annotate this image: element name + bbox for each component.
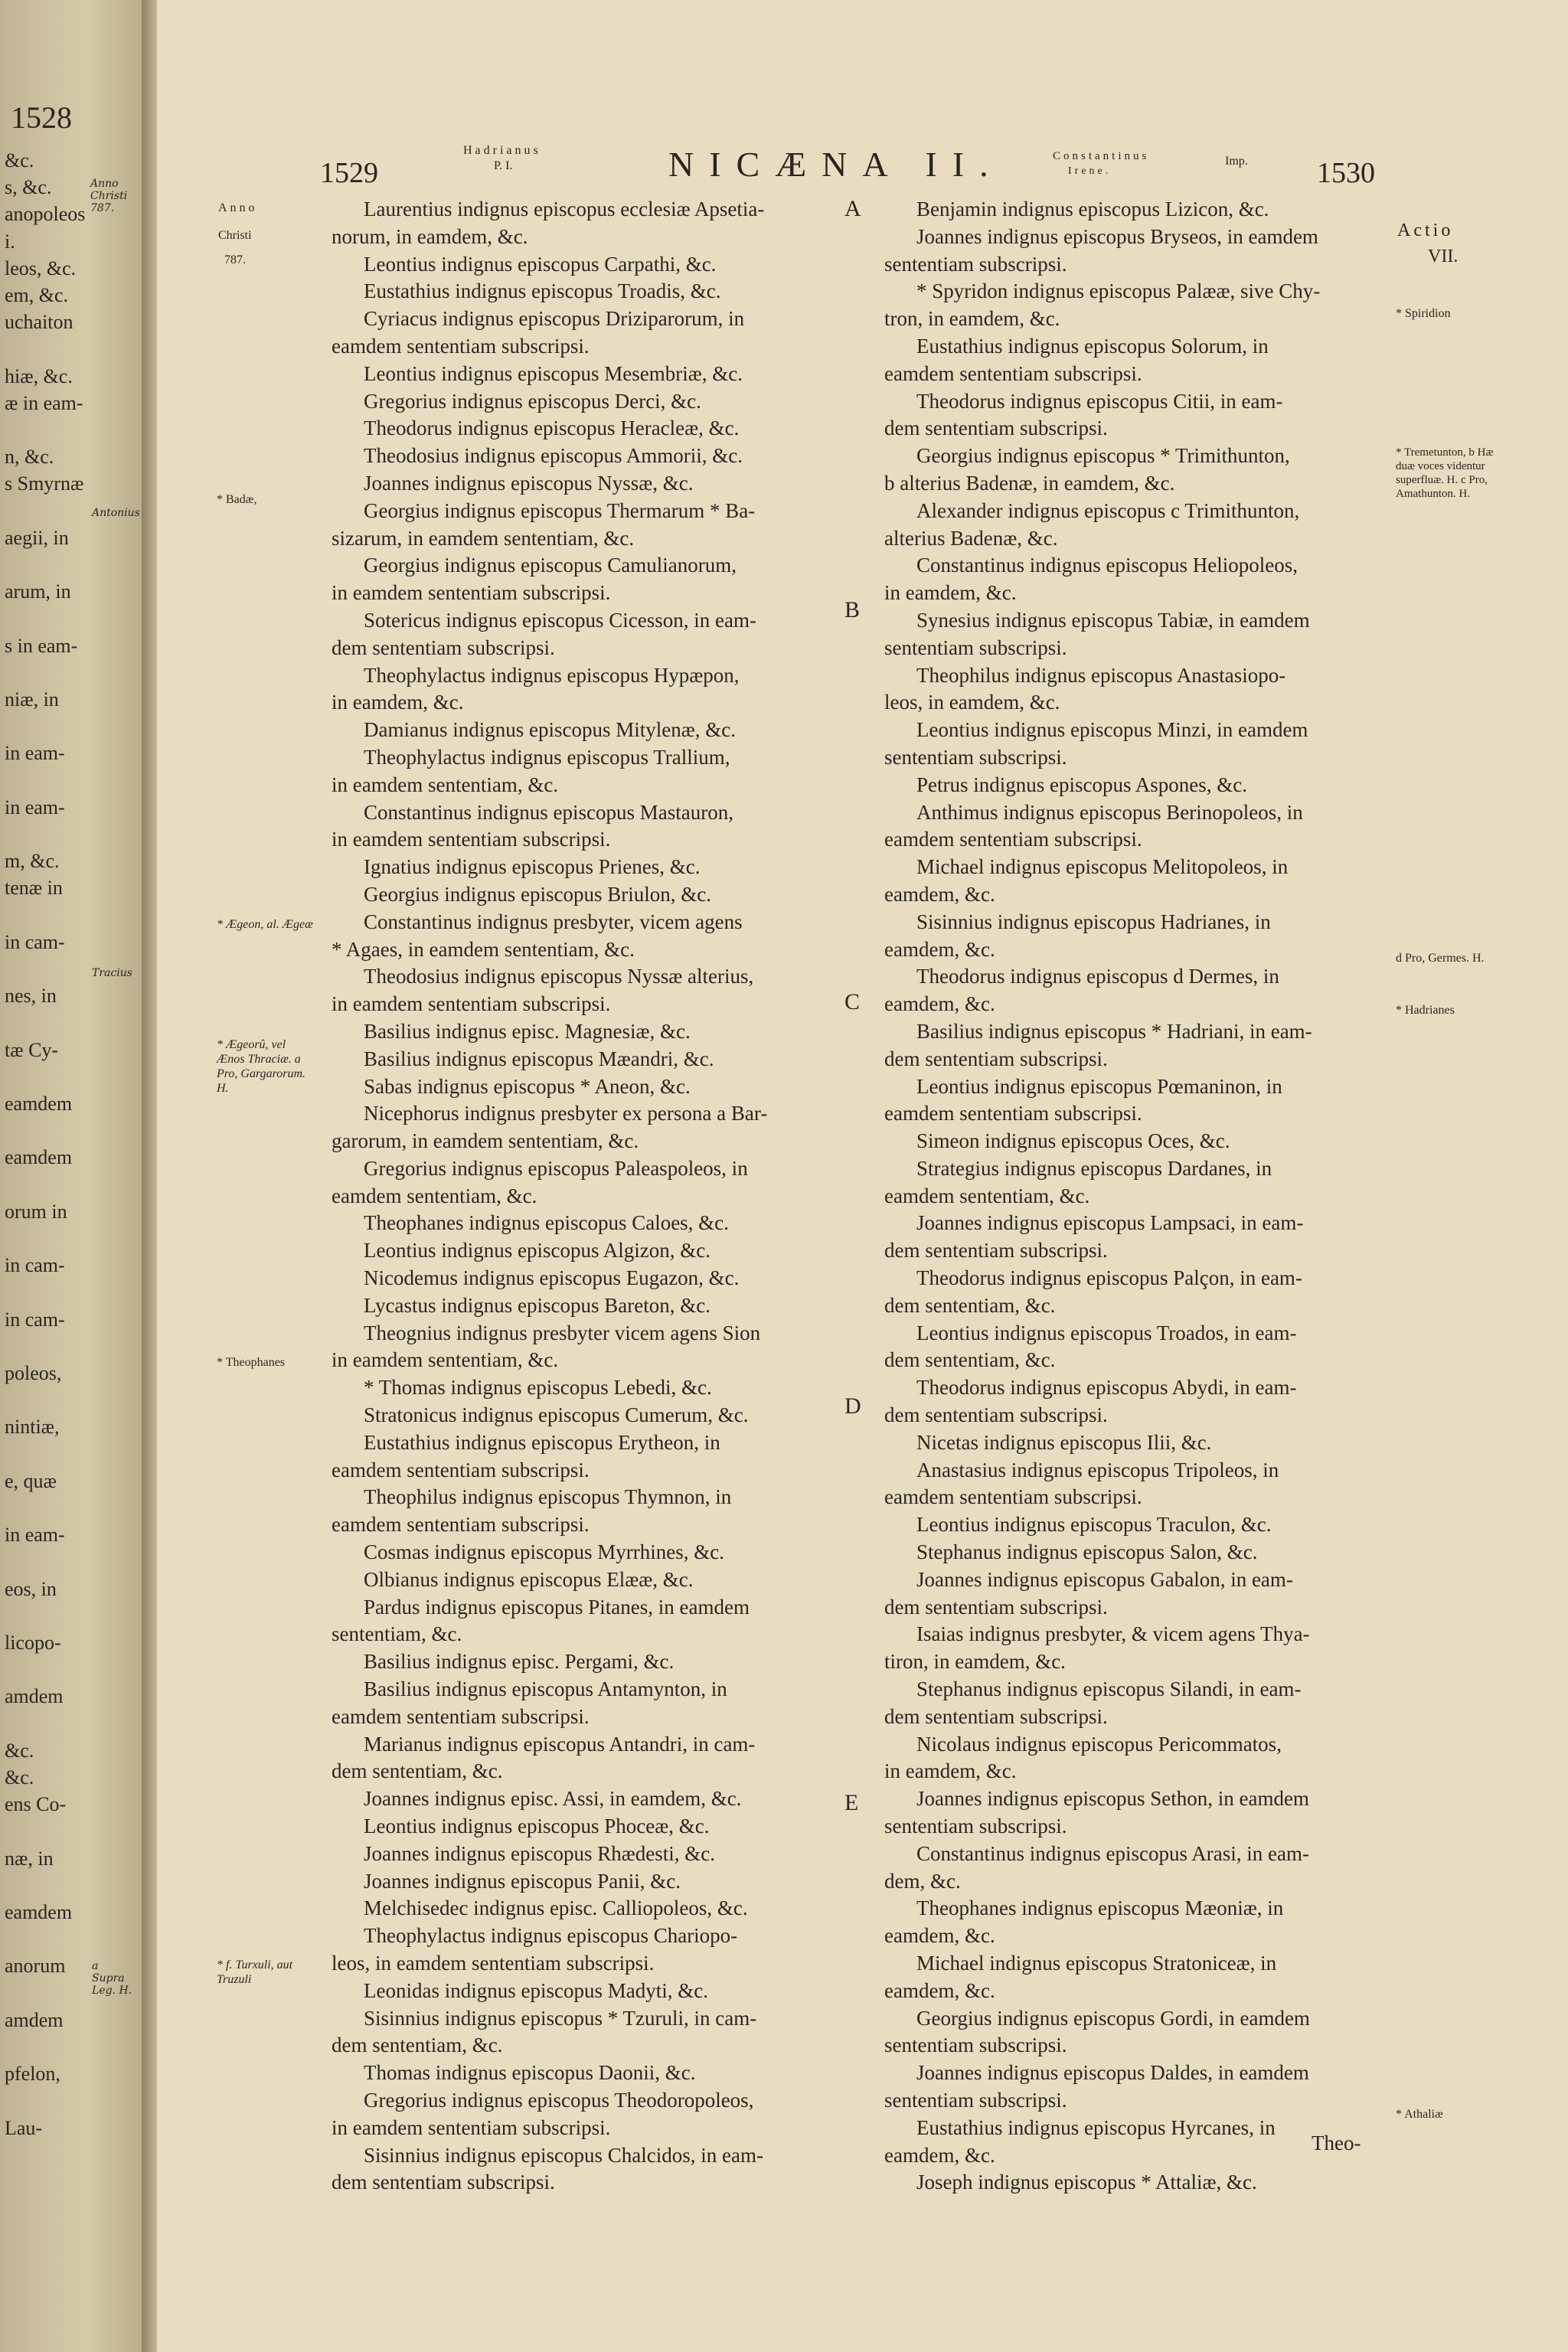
text-line: in eamdem sententiam subscripsi. [332, 828, 611, 851]
text-line: Leontius indignus episcopus Carpathi, &c. [364, 252, 717, 276]
text-line: dem sententiam subscripsi. [884, 1403, 1108, 1427]
text-line: dem sententiam, &c. [332, 1759, 503, 1783]
text-line: in eamdem sententiam, &c. [332, 1348, 559, 1372]
previous-page-line: n, &c. [5, 446, 54, 469]
text-line: leos, in eamdem, &c. [884, 691, 1060, 714]
text-line: Georgius indignus episcopus Camulianorum, [364, 554, 737, 577]
text-line: eamdem sententiam subscripsi. [332, 1704, 590, 1728]
previous-page-line: poleos, [5, 1362, 62, 1384]
text-line: eamdem sententiam subscripsi. [884, 1485, 1142, 1509]
previous-page-line: niæ, in [5, 688, 59, 710]
text-line: Joannes indignus episc. Assi, in eamdem, &c. [364, 1787, 742, 1811]
text-line: Olbianus indignus episcopus Elææ, &c. [364, 1567, 694, 1591]
text-line: Anastasius indignus episcopus Tripoleos, in [916, 1458, 1279, 1481]
previous-page-line: orum in [5, 1200, 67, 1223]
text-line: Constantinus indignus episcopus Heliopoleos, [916, 554, 1298, 577]
text-line: eamdem sententiam subscripsi. [884, 1102, 1142, 1125]
text-line: Simeon indignus episcopus Oces, &c. [916, 1129, 1230, 1153]
text-line: Georgius indignus episcopus Gordi, in eamdem [916, 2006, 1310, 2030]
previous-page-line: amdem [5, 1685, 64, 1708]
text-line: sententiam subscripsi. [884, 635, 1067, 659]
text-line: Theophylactus indignus episcopus Hypæpon, [364, 663, 740, 687]
text-line: b alterius Badenæ, in eamdem, &c. [884, 471, 1175, 495]
text-line: dem, &c. [884, 1869, 961, 1893]
previous-page-line: eamdem [5, 1093, 73, 1115]
text-line: Petrus indignus episcopus Aspones, &c. [916, 773, 1247, 796]
text-line: Theophanes indignus episcopus Mæoniæ, in [916, 1896, 1284, 1920]
text-line: Eustathius indignus episcopus Hyrcanes, in [916, 2115, 1276, 2139]
text-line: in eamdem sententiam subscripsi. [332, 992, 611, 1016]
text-line: eamdem, &c. [884, 992, 995, 1016]
text-line: Constantinus indignus presbyter, vicem agens [364, 910, 743, 933]
previous-page-line: amdem [5, 2008, 64, 2031]
text-line: Constantinus indignus episcopus Mastauron, [364, 800, 733, 824]
imp-label: Imp. [1225, 155, 1248, 168]
text-line: Georgius indignus episcopus Briulon, &c. [364, 882, 711, 906]
previous-page-line: s in eam- [5, 634, 78, 657]
previous-page-line: &c. [5, 1739, 34, 1762]
previous-page-line: pfelon, [5, 2063, 60, 2086]
text-line: Basilius indignus episcopus Mæandri, &c. [364, 1047, 714, 1070]
margin-note-hadrianes: * Hadrianes [1396, 1004, 1455, 1017]
previous-page-line: e, quæ [5, 1469, 57, 1492]
previous-page-line: i. [5, 230, 15, 253]
text-line: Stephanus indignus episcopus Silandi, in eam- [916, 1677, 1302, 1701]
previous-page-line: licopo- [5, 1632, 61, 1654]
previous-page-line: hiæ, &c. [5, 364, 73, 387]
text-line: eamdem sententiam subscripsi. [332, 1513, 590, 1537]
text-line: Joannes indignus episcopus Bryseos, in eamdem [916, 224, 1318, 248]
pope-name: Hadrianus [463, 144, 541, 157]
text-line: Leontius indignus episcopus Algizon, &c. [364, 1239, 710, 1263]
text-line: garorum, in eamdem sententiam, &c. [332, 1129, 639, 1153]
text-line: Theodorus indignus episcopus d Dermes, in [916, 965, 1279, 988]
previous-page-line: in eam- [5, 1524, 65, 1547]
text-line: Theophilus indignus episcopus Thymnon, in [364, 1485, 732, 1509]
previous-page-line: ens Co- [5, 1793, 67, 1816]
margin-anno: Anno [218, 201, 258, 214]
text-line: Constantinus indignus episcopus Arasi, in eam- [916, 1841, 1309, 1865]
text-line: dem sententiam, &c. [884, 1348, 1056, 1372]
text-line: eamdem sententiam subscripsi. [884, 828, 1142, 851]
text-line: Isaias indignus presbyter, & vicem agens Thya- [916, 1622, 1310, 1646]
text-line: Theodorus indignus episcopus Palçon, in eam- [916, 1266, 1302, 1290]
text-line: sententiam subscripsi. [884, 252, 1067, 276]
previous-page-line: eos, in [5, 1577, 57, 1600]
text-line: dem sententiam subscripsi. [332, 2171, 555, 2194]
text-line: Laurentius indignus episcopus ecclesiæ Apsetia- [364, 198, 765, 220]
text-line: Melchisedec indignus episc. Calliopoleos, &c. [364, 1896, 748, 1920]
text-line: Alexander indignus episcopus c Trimithunton, [916, 498, 1300, 522]
text-line: Michael indignus episcopus Melitopoleos, in [916, 855, 1289, 879]
text-line: dem sententiam subscripsi. [884, 416, 1108, 440]
text-line: eamdem, &c. [884, 2143, 995, 2167]
text-line: Joannes indignus episcopus Rhædesti, &c. [364, 1841, 715, 1865]
text-line: Sisinnius indignus episcopus Chalcidos, in eam- [364, 2143, 763, 2167]
text-line: eamdem, &c. [884, 1924, 995, 1948]
text-line: Michael indignus episcopus Stratoniceæ, in [916, 1952, 1277, 1975]
previous-page-line: &c. [5, 1766, 34, 1788]
text-line: Georgius indignus episcopus Thermarum * Ba- [364, 498, 756, 522]
text-line: dem sententiam, &c. [332, 2034, 503, 2057]
text-line: sizarum, in eamdem sententiam, &c. [332, 526, 635, 550]
previous-page-line: s, &c. [5, 176, 52, 199]
previous-page-line: æ in eam- [5, 391, 83, 414]
margin-actio: Actio [1397, 220, 1454, 240]
text-line: Theodosius indignus episcopus Nyssæ alterius, [364, 965, 754, 988]
text-line: Theodorus indignus episcopus Heracleæ, &c. [364, 416, 740, 440]
previous-page-note: a Supra Leg. H. [92, 1960, 132, 1997]
margin-note-theophanes: * Theophanes [217, 1356, 286, 1369]
text-line: * Thomas indignus episcopus Lebedi, &c. [364, 1376, 712, 1400]
margin-note-tremetunton: * Tremetunton, b Hæ duæ voces videntur superfluæ. H. c Pro, Amathunton. H. [1396, 446, 1494, 500]
text-line: Strategius indignus episcopus Dardanes, in [916, 1156, 1272, 1180]
previous-page-line: eamdem [5, 1901, 73, 1923]
text-line: Joannes indignus episcopus Panii, &c. [364, 1869, 681, 1893]
margin-note-athaliae: * Athaliæ [1396, 2108, 1443, 2121]
text-line: tiron, in eamdem, &c. [884, 1650, 1066, 1674]
margin-christi: Christi [218, 229, 252, 242]
section-letter-e: E [844, 1790, 859, 1815]
margin-note-aegeon: * Ægeon, al. Ægeæ [217, 918, 313, 931]
margin-note-germes: d Pro, Germes. H. [1396, 952, 1485, 965]
text-line: Nicetas indignus episcopus Ilii, &c. [916, 1430, 1212, 1454]
previous-page-line: in eam- [5, 795, 65, 818]
text-line: Leontius indignus episcopus Troados, in eam- [916, 1321, 1297, 1344]
text-line: Joannes indignus episcopus Gabalon, in eam- [916, 1567, 1293, 1591]
text-line: Leontius indignus episcopus Minzi, in eamdem [916, 718, 1308, 742]
text-line: eamdem sententiam subscripsi. [884, 361, 1142, 385]
margin-note-spiridion: * Spiridion [1396, 307, 1451, 320]
text-line: eamdem sententiam subscripsi. [332, 334, 590, 358]
text-line: leos, in eamdem sententiam subscripsi. [332, 1952, 655, 1975]
previous-page-line: uchaiton [5, 311, 74, 334]
text-line: Nicodemus indignus episcopus Eugazon, &c. [364, 1266, 740, 1290]
text-line: norum, in eamdem, &c. [332, 224, 528, 248]
previous-page-line: næ, in [5, 1847, 54, 1870]
text-line: eamdem sententiam, &c. [884, 1184, 1090, 1207]
previous-page-line: in cam- [5, 1254, 65, 1277]
folio-left: 1529 [320, 157, 378, 189]
text-line: Lycastus indignus episcopus Bareton, &c. [364, 1293, 710, 1317]
text-line: * Agaes, in eamdem sententiam, &c. [332, 937, 635, 961]
text-line: Gregorius indignus episcopus Paleaspoleos, in [364, 1156, 748, 1180]
text-line: Eustathius indignus episcopus Solorum, in [916, 334, 1269, 358]
previous-page-note: Anno Christi 787. [90, 178, 128, 214]
margin-note-turxuli: * f. Turxuli, aut Truzuli [217, 1958, 293, 1986]
text-line: Synesius indignus episcopus Tabiæ, in eamdem [916, 608, 1310, 632]
previous-page-folio: 1528 [11, 100, 72, 135]
text-line: Leonidas indignus episcopus Madyti, &c. [364, 1978, 708, 2002]
text-line: in eamdem, &c. [884, 581, 1017, 605]
text-line: Nicephorus indignus presbyter ex persona a Bar- [364, 1102, 768, 1125]
text-line: Stephanus indignus episcopus Salon, &c. [916, 1540, 1258, 1564]
previous-page-line: &c. [5, 149, 34, 172]
text-line: Anthimus indignus episcopus Berinopoleos, in [916, 800, 1303, 824]
text-line: dem sententiam subscripsi. [884, 1595, 1108, 1619]
text-line: sententiam, &c. [332, 1622, 462, 1646]
text-line: Basilius indignus episcopus * Hadriani, in eam- [916, 1019, 1312, 1043]
text-line: Joannes indignus episcopus Nyssæ, &c. [364, 471, 694, 495]
previous-page-line: eamdem [5, 1146, 73, 1169]
text-line: dem sententiam subscripsi. [332, 635, 555, 659]
text-line: alterius Badenæ, &c. [884, 526, 1058, 550]
text-line: Joannes indignus episcopus Lampsaci, in eam- [916, 1211, 1304, 1235]
previous-page-line: nintiæ, [5, 1416, 60, 1439]
section-letter-d: D [844, 1393, 861, 1419]
text-line: Theodorus indignus episcopus Citii, in eam- [916, 389, 1283, 413]
text-line: Leontius indignus episcopus Traculon, &c. [916, 1513, 1272, 1537]
previous-page-line: em, &c. [5, 284, 69, 306]
text-line: sententiam subscripsi. [884, 2034, 1067, 2057]
text-line: dem sententiam subscripsi. [884, 1047, 1108, 1070]
text-line: Gregorius indignus episcopus Theodoropoleos, [364, 2088, 754, 2112]
previous-page-line: anorum [5, 1955, 66, 1978]
text-line: Theodosius indignus episcopus Ammorii, &c. [364, 444, 743, 468]
text-line: dem sententiam subscripsi. [884, 1239, 1108, 1263]
emperors-sub: Irene. [1068, 165, 1112, 177]
text-line: Leontius indignus episcopus Pœmaninon, in [916, 1074, 1282, 1098]
section-letter-b: B [844, 597, 861, 622]
running-head [157, 144, 1568, 198]
margin-actio-number: VII. [1428, 247, 1459, 266]
text-line: in eamdem sententiam, &c. [332, 773, 559, 796]
text-line: Theodorus indignus episcopus Abydi, in eam- [916, 1376, 1297, 1400]
text-line: Cosmas indignus episcopus Myrrhines, &c. [364, 1540, 724, 1564]
text-line: Joseph indignus episcopus * Attaliæ, &c. [916, 2171, 1257, 2194]
text-line: dem sententiam, &c. [884, 1293, 1056, 1317]
text-line: Eustathius indignus episcopus Troadis, &c. [364, 279, 721, 303]
previous-page-line: arum, in [5, 580, 71, 603]
text-line: Theophilus indignus episcopus Anastasiopo- [916, 663, 1286, 687]
text-line: Pardus indignus episcopus Pitanes, in eamdem [364, 1595, 750, 1619]
text-line: Marianus indignus episcopus Antandri, in cam- [364, 1732, 756, 1756]
previous-page-line: tæ Cy- [5, 1038, 59, 1061]
previous-page-note: Antonius [92, 507, 140, 519]
text-line: Stratonicus indignus episcopus Cumerum, &c. [364, 1403, 749, 1427]
text-line: Gregorius indignus episcopus Derci, &c. [364, 389, 701, 413]
previous-page-line: in cam- [5, 930, 65, 953]
text-line: Benjamin indignus episcopus Lizicon, &c. [916, 198, 1269, 220]
book-gutter [142, 0, 158, 2352]
previous-page-line: in cam- [5, 1308, 65, 1331]
text-line: Leontius indignus episcopus Phoceæ, &c. [364, 1815, 710, 1838]
text-line: Sabas indignus episcopus * Aneon, &c. [364, 1074, 691, 1098]
text-line: eamdem, &c. [884, 1978, 995, 2002]
text-line: in eamdem, &c. [332, 691, 464, 714]
text-line: Georgius indignus episcopus * Trimithunton, [916, 444, 1290, 468]
previous-page-line: s Smyrnæ [5, 472, 84, 495]
previous-page-edge [0, 0, 142, 2352]
previous-page-line: aegii, in [5, 526, 69, 549]
text-line: Sisinnius indignus episcopus Hadrianes, in [916, 910, 1271, 933]
text-line: Joannes indignus episcopus Daldes, in eamdem [916, 2061, 1309, 2085]
text-line: Thomas indignus episcopus Daonii, &c. [364, 2061, 696, 2085]
text-line: Theognius indignus presbyter vicem agens Sion [364, 1321, 761, 1344]
previous-page-line: m, &c. [5, 850, 60, 873]
text-line: Theophylactus indignus episcopus Trallium, [364, 745, 730, 769]
pope-sub: P. I. [494, 159, 513, 172]
text-line: in eamdem sententiam subscripsi. [332, 581, 611, 605]
emperors-name: Constantinus [1053, 150, 1150, 162]
text-line: Theophylactus indignus episcopus Chariopo- [364, 1924, 738, 1948]
previous-page-note: Tracius [92, 967, 132, 979]
section-letter-c: C [844, 989, 861, 1014]
text-line: Basilius indignus episc. Magnesiæ, &c. [364, 1019, 691, 1043]
text-line: sententiam subscripsi. [884, 2088, 1067, 2112]
previous-page-line: Lau- [5, 2116, 43, 2139]
text-line: in eamdem sententiam subscripsi. [332, 2115, 611, 2139]
text-line: Cyriacus indignus episcopus Driziparorum, in [364, 307, 745, 331]
previous-page-line: nes, in [5, 985, 57, 1008]
text-line: Nicolaus indignus episcopus Pericommatos, [916, 1732, 1282, 1756]
council-title: NICÆNA II. [668, 145, 1004, 184]
text-line: Theophanes indignus episcopus Caloes, &c. [364, 1211, 729, 1235]
left-text-column [332, 196, 837, 2197]
previous-page-line: leos, &c. [5, 256, 77, 279]
text-line: eamdem, &c. [884, 882, 995, 906]
book-page [157, 0, 1568, 2352]
text-line: Basilius indignus episc. Pergami, &c. [364, 1650, 675, 1674]
text-line: in eamdem, &c. [884, 1759, 1017, 1783]
previous-page-line: anopoleos [5, 203, 86, 226]
text-line: Sisinnius indignus episcopus * Tzuruli, in cam- [364, 2006, 757, 2030]
folio-right: 1530 [1317, 157, 1375, 189]
text-line: Basilius indignus episcopus Antamynton, in [364, 1677, 727, 1701]
previous-page-line: in eam- [5, 742, 65, 765]
text-line: * Spyridon indignus episcopus Palææ, sive Chy- [916, 279, 1321, 303]
text-line: dem sententiam subscripsi. [884, 1704, 1108, 1728]
margin-year: 787. [224, 253, 246, 266]
margin-note-aegeoru: * Ægeorû, vel Ænos Thraciæ. a Pro, Gargarorum. H. [217, 1038, 306, 1095]
text-line: eamdem, &c. [884, 937, 995, 961]
catchword: Theo- [1312, 2132, 1361, 2154]
previous-page-line: tenæ in [5, 877, 63, 900]
text-line: Leontius indignus episcopus Mesembriæ, &c. [364, 361, 743, 385]
text-line: Eustathius indignus episcopus Erytheon, in [364, 1430, 720, 1454]
text-line: Joannes indignus episcopus Sethon, in eamdem [916, 1787, 1309, 1811]
text-line: Sotericus indignus episcopus Cicesson, in eam- [364, 608, 756, 632]
text-line: Damianus indignus episcopus Mitylenæ, &c. [364, 718, 736, 742]
text-line: sententiam subscripsi. [884, 1815, 1067, 1838]
text-line: eamdem sententiam subscripsi. [332, 1458, 590, 1481]
margin-note-badae: * Badæ, [217, 493, 257, 506]
text-line: eamdem sententiam, &c. [332, 1184, 537, 1207]
text-line: Ignatius indignus episcopus Prienes, &c. [364, 855, 701, 879]
section-letter-a: A [844, 196, 861, 221]
text-line: tron, in eamdem, &c. [884, 307, 1060, 331]
text-line: sententiam subscripsi. [884, 745, 1067, 769]
